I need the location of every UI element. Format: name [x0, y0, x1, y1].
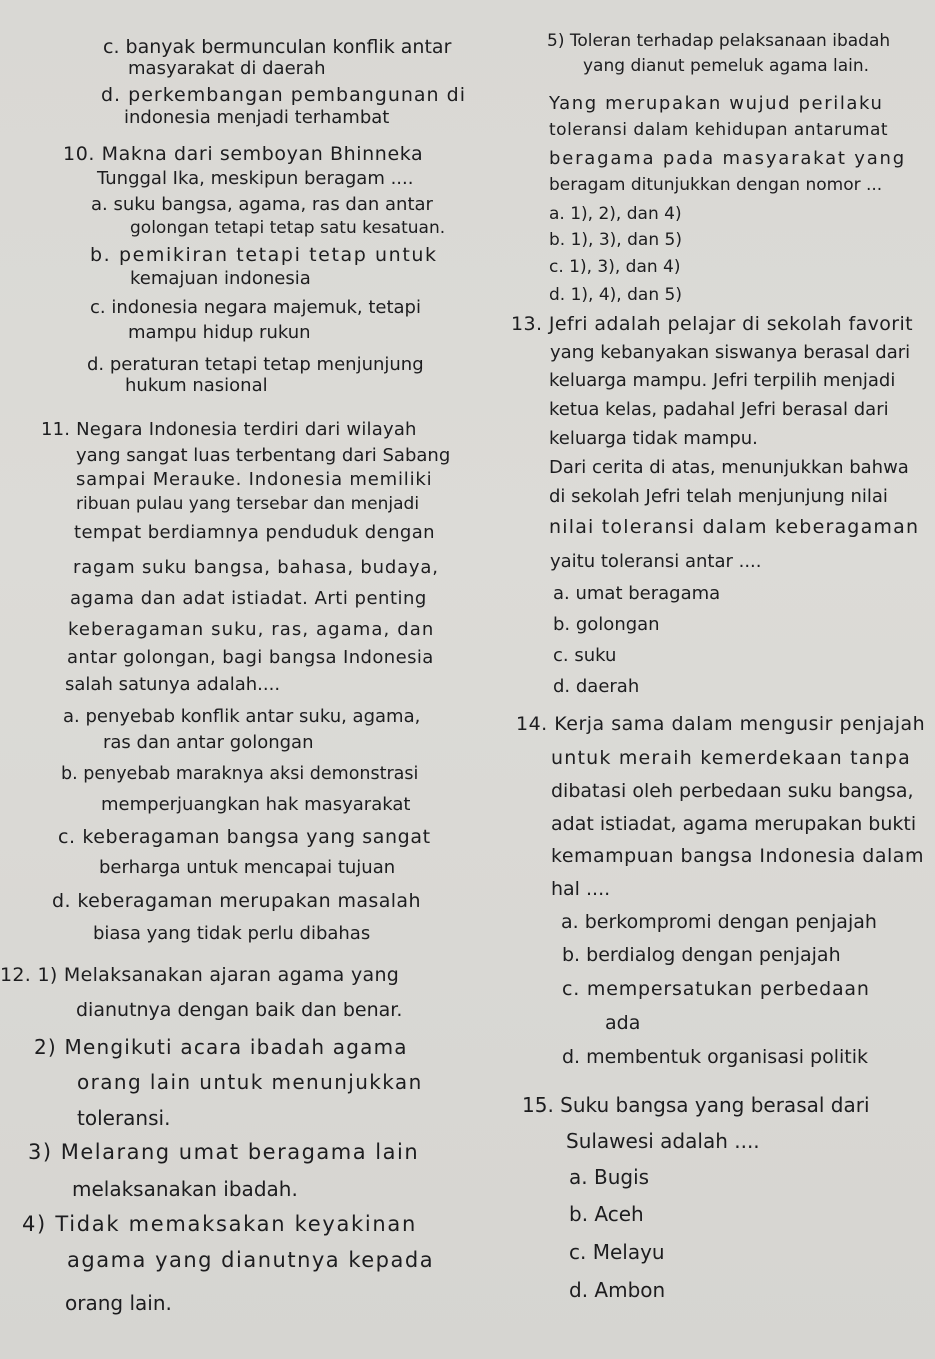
question-10-cont: Tunggal Ika, meskipun beragam ....	[97, 168, 414, 189]
question-12: 12. 1) Melaksanakan ajaran agama yang	[0, 964, 400, 986]
q13-option-a: a. umat beragama	[553, 583, 721, 604]
question-11-line-3: sampai Merauke. Indonesia memiliki	[76, 469, 433, 490]
q9-option-d-cont: indonesia menjadi terhambat	[124, 107, 390, 128]
q11-option-a-cont: ras dan antar golongan	[103, 732, 314, 753]
q15-option-a: a. Bugis	[569, 1165, 650, 1189]
q13-option-d: d. daerah	[553, 676, 640, 697]
q14-option-d: d. membentuk organisasi politik	[562, 1046, 869, 1068]
question-14-line-5: kemampuan bangsa Indonesia dalam	[551, 845, 924, 867]
q11-option-a: a. penyebab konflik antar suku, agama,	[63, 706, 421, 727]
question-13-line-8: nilai toleransi dalam keberagaman	[549, 516, 920, 538]
question-11-line-10: salah satunya adalah....	[65, 674, 281, 695]
question-13-line-4: ketua kelas, padahal Jefri berasal dari	[549, 399, 889, 420]
question-15: 15. Suku bangsa yang berasal dari	[522, 1093, 870, 1117]
q11-option-b-cont: memperjuangkan hak masyarakat	[101, 794, 411, 815]
q12-statement-3: 3) Melarang umat beragama lain	[28, 1140, 420, 1164]
question-11-line-4: ribuan pulau yang tersebar dan menjadi	[76, 494, 420, 514]
q12-statement-5-cont: yang dianut pemeluk agama lain.	[583, 56, 870, 76]
q12-statement-2: 2) Mengikuti acara ibadah agama	[34, 1035, 408, 1059]
q13-option-b: b. golongan	[553, 614, 660, 635]
q11-option-c: c. keberagaman bangsa yang sangat	[58, 826, 431, 848]
question-11-line-5: tempat berdiamnya penduduk dengan	[74, 522, 435, 543]
q9-option-c: c. banyak bermunculan konflik antar	[103, 36, 452, 58]
question-13-line-7: di sekolah Jefri telah menjunjung nilai	[549, 486, 888, 507]
question-13-line-5: keluarga tidak mampu.	[549, 428, 758, 449]
q10-option-a: a. suku bangsa, agama, ras dan antar	[91, 194, 433, 215]
question-14-line-4: adat istiadat, agama merupakan bukti	[551, 813, 917, 835]
question-11: 11. Negara Indonesia terdiri dari wilayah	[41, 419, 417, 440]
question-14: 14. Kerja sama dalam mengusir penjajah	[516, 713, 926, 735]
q10-option-d: d. peraturan tetapi tetap menjunjung	[87, 354, 424, 375]
q12-option-d: d. 1), 4), dan 5)	[549, 285, 682, 305]
question-13-line-2: yang kebanyakan siswanya berasal dari	[550, 342, 911, 363]
question-11-line-8: keberagaman suku, ras, agama, dan	[68, 619, 435, 640]
question-14-line-3: dibatasi oleh perbedaan suku bangsa,	[551, 780, 914, 802]
q12-stem-2: toleransi dalam kehidupan antarumat	[549, 120, 889, 140]
q9-option-d: d. perkembangan pembangunan di	[101, 84, 466, 106]
q12-statement-1-cont: dianutnya dengan baik dan benar.	[76, 999, 403, 1021]
q9-option-c-cont: masyarakat di daerah	[128, 58, 326, 79]
question-11-line-7: agama dan adat istiadat. Arti penting	[70, 588, 427, 609]
question-13-line-3: keluarga mampu. Jefri terpilih menjadi	[549, 370, 896, 391]
q12-statement-4-end: orang lain.	[65, 1291, 172, 1315]
q14-option-c: c. mempersatukan perbedaan	[562, 978, 870, 1000]
q14-option-a: a. berkompromi dengan penjajah	[561, 911, 877, 933]
question-11-line-2: yang sangat luas terbentang dari Sabang	[76, 445, 451, 466]
q10-option-d-cont: hukum nasional	[125, 375, 268, 396]
q10-option-c-cont: mampu hidup rukun	[128, 322, 311, 343]
q14-option-b: b. berdialog dengan penjajah	[562, 944, 841, 966]
q12-option-a: a. 1), 2), dan 4)	[549, 204, 682, 224]
q12-statement-3-cont: melaksanakan ibadah.	[72, 1177, 298, 1201]
question-13-line-6: Dari cerita di atas, menunjukkan bahwa	[549, 457, 909, 478]
question-10: 10. Makna dari semboyan Bhinneka	[63, 143, 424, 165]
q12-statement-4-cont: agama yang dianutnya kepada	[67, 1248, 435, 1272]
q12-option-b: b. 1), 3), dan 5)	[549, 230, 682, 250]
question-11-line-9: antar golongan, bagi bangsa Indonesia	[67, 647, 434, 668]
q11-option-c-cont: berharga untuk mencapai tujuan	[99, 857, 396, 878]
question-13-line-9: yaitu toleransi antar ....	[550, 551, 762, 572]
q15-option-d: d. Ambon	[569, 1278, 666, 1302]
question-14-line-2: untuk meraih kemerdekaan tanpa	[551, 747, 911, 769]
q15-option-b: b. Aceh	[569, 1202, 644, 1226]
q12-statement-4: 4) Tidak memaksakan keyakinan	[22, 1212, 418, 1236]
q10-option-b-cont: kemajuan indonesia	[130, 268, 311, 289]
question-11-line-6: ragam suku bangsa, bahasa, budaya,	[73, 557, 439, 578]
q10-option-a-cont: golongan tetapi tetap satu kesatuan.	[130, 218, 446, 238]
q10-option-c: c. indonesia negara majemuk, tetapi	[90, 297, 421, 318]
q12-statement-2-cont: orang lain untuk menunjukkan	[77, 1070, 423, 1094]
q14-option-c-cont: ada	[605, 1012, 641, 1034]
q12-statement-2-end: toleransi.	[77, 1106, 171, 1130]
question-13: 13. Jefri adalah pelajar di sekolah favorit	[511, 313, 914, 335]
q12-option-c: c. 1), 3), dan 4)	[549, 257, 681, 277]
q11-option-b: b. penyebab maraknya aksi demonstrasi	[61, 764, 419, 784]
q11-option-d-cont: biasa yang tidak perlu dibahas	[93, 923, 371, 944]
q11-option-d: d. keberagaman merupakan masalah	[52, 890, 421, 912]
q12-stem-1: Yang merupakan wujud perilaku	[549, 93, 884, 114]
q12-statement-5: 5) Toleran terhadap pelaksanaan ibadah	[547, 31, 891, 51]
q12-stem-3: beragama pada masyarakat yang	[549, 148, 906, 169]
q15-option-c: c. Melayu	[569, 1240, 665, 1264]
question-15-cont: Sulawesi adalah ....	[566, 1129, 760, 1153]
q13-option-c: c. suku	[553, 645, 617, 666]
q12-stem-4: beragam ditunjukkan dengan nomor ...	[549, 175, 883, 195]
q10-option-b: b. pemikiran tetapi tetap untuk	[90, 244, 438, 266]
question-14-line-6: hal ....	[551, 878, 611, 900]
